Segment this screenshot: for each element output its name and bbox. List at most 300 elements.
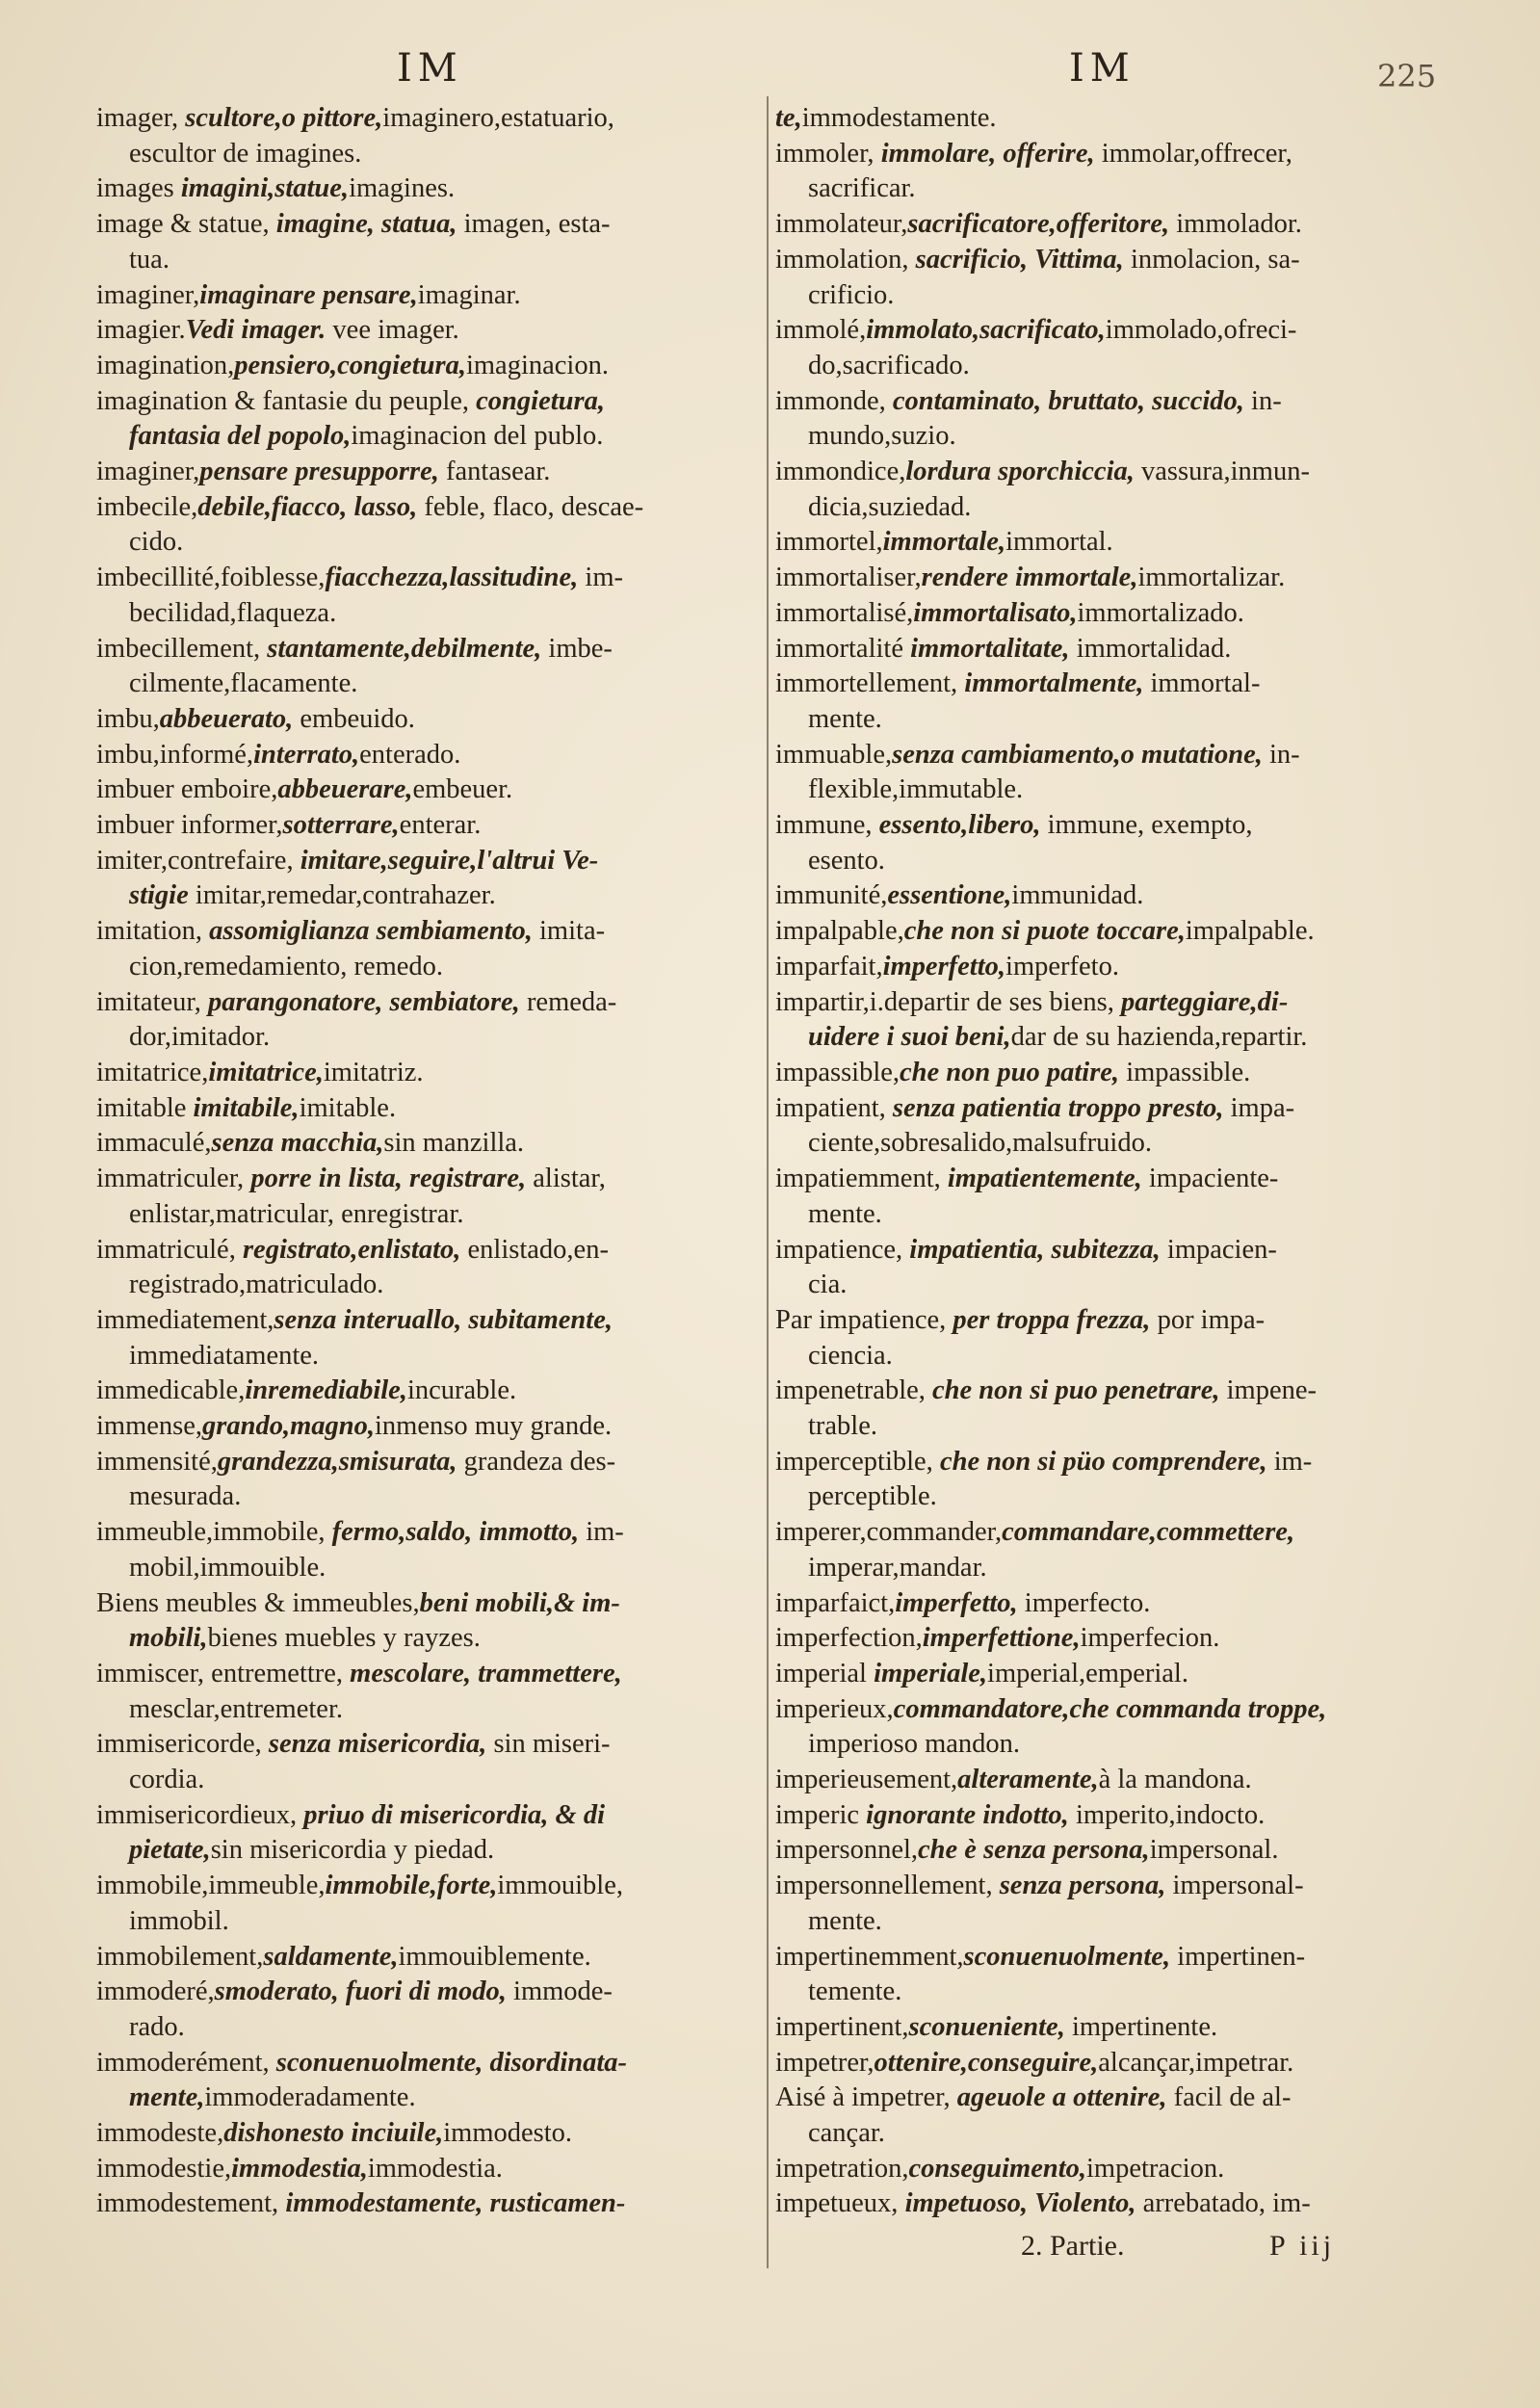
headword: immensité, (96, 1446, 218, 1477)
entry-line (96, 1162, 770, 1197)
spanish-gloss: alcançar,impetrar. (1098, 2047, 1294, 2078)
italian-gloss: Vedi imager. (185, 315, 326, 346)
italian-gloss: ageuole a ottenire, (956, 2082, 1167, 2113)
dictionary-entry (96, 702, 770, 738)
entry-line (775, 207, 1411, 243)
italian-gloss: saldamente, (263, 1941, 399, 1972)
spanish-gloss: esento. (808, 845, 885, 876)
dictionary-entry (96, 455, 770, 490)
headword: impetueux, (775, 2188, 905, 2219)
spanish-gloss: impetracion. (1086, 2153, 1225, 2184)
dictionary-entry (96, 985, 770, 1056)
dictionary-entry (96, 1657, 770, 1727)
dictionary-entry (775, 632, 1411, 667)
spanish-gloss: impertinen- (1170, 1941, 1306, 1972)
headword: immatriculé, (96, 1234, 243, 1265)
dictionary-entry (96, 2152, 770, 2187)
dictionary-entry (96, 349, 770, 384)
headword: immune, (775, 810, 879, 841)
italian-gloss: lordura sporchiccia, (905, 457, 1135, 487)
dictionary-entry (775, 2010, 1411, 2046)
dictionary-entry (775, 596, 1411, 632)
spanish-gloss: cordia. (129, 1765, 205, 1795)
spanish-gloss: impersonal. (1149, 1835, 1279, 1866)
spanish-gloss: inmolacion, sa- (1123, 244, 1300, 275)
entry-line (775, 808, 1411, 844)
spanish-gloss: imperfecto. (1017, 1587, 1151, 1618)
dictionary-entry (775, 2046, 1411, 2081)
entry-line (96, 1515, 770, 1551)
headword: immodestement, (96, 2188, 286, 2219)
spanish-gloss: immodestia. (367, 2153, 503, 2184)
entry-line (775, 101, 1411, 137)
dictionary-entry (96, 1869, 770, 1939)
italian-gloss: stigie (129, 880, 189, 911)
italian-gloss: essento,libero, (878, 810, 1041, 841)
entry-line (96, 1975, 770, 2010)
entry-continuation-line (96, 1904, 770, 1940)
entry-line (775, 313, 1411, 349)
headword: immortalisé, (775, 597, 914, 628)
headword: impertinent, (775, 2011, 909, 2042)
spanish-gloss: alistar, (526, 1164, 606, 1194)
dictionary-entry (775, 1056, 1411, 1091)
spanish-gloss: imagines. (349, 173, 456, 204)
italian-gloss: senza persona, (999, 1871, 1166, 1901)
spanish-gloss: immortalidad. (1069, 633, 1232, 664)
entry-continuation-line (96, 596, 770, 632)
dictionary-entry (775, 1940, 1411, 2010)
entry-continuation-line (775, 349, 1411, 384)
italian-gloss: grando,magno, (202, 1411, 375, 1442)
spanish-gloss: sin manzilla. (383, 1128, 525, 1159)
entry-continuation-line (775, 1126, 1411, 1162)
italian-gloss: immortalmente, (964, 668, 1144, 699)
italian-gloss: sconueniente, (908, 2011, 1065, 2042)
spanish-gloss: dar de su hazienda,repartir. (1010, 1022, 1308, 1053)
entry-line (96, 985, 770, 1021)
spanish-gloss: imperar,mandar. (808, 1552, 987, 1583)
spanish-gloss: por impa- (1150, 1304, 1266, 1335)
spanish-gloss: à la mandona. (1098, 1765, 1252, 1795)
spanish-gloss: enterado. (359, 739, 461, 770)
spanish-gloss: sacrificar. (808, 173, 916, 204)
entry-line (96, 171, 770, 207)
italian-gloss: parteggiare,di- (1120, 986, 1289, 1017)
spanish-gloss: mobil,immouible. (129, 1552, 326, 1583)
headword: imitable (96, 1092, 194, 1123)
entry-line (96, 1445, 770, 1480)
spanish-gloss: cilmente,flacamente. (129, 668, 358, 699)
headword: immense, (96, 1411, 203, 1442)
entry-continuation-line (775, 1339, 1411, 1374)
spanish-gloss: remeda- (519, 986, 617, 1017)
headword: immolateur, (775, 209, 908, 240)
italian-gloss: ignorante indotto, (866, 1799, 1069, 1830)
headword: imbecile, (96, 491, 198, 522)
entry-line (96, 808, 770, 844)
italian-gloss: parangonatore, sembiatore, (208, 986, 520, 1017)
signature-mark: P iij (1269, 2230, 1336, 2262)
italian-gloss: che non si püo comprendere, (939, 1446, 1267, 1477)
italian-gloss: fiacchezza,lassitudine, (325, 563, 579, 593)
dictionary-entry (775, 243, 1411, 313)
spanish-gloss: vassura,inmun- (1134, 457, 1310, 487)
headword: imperceptible, (775, 1446, 940, 1477)
headword: immunité, (775, 880, 888, 911)
spanish-gloss: im- (578, 563, 623, 593)
dictionary-entry (96, 1975, 770, 2045)
italian-gloss: sacrificatore,offeritore, (907, 209, 1170, 240)
dictionary-entry (96, 632, 770, 702)
headword: impersonnel, (775, 1835, 919, 1866)
entry-line (775, 2081, 1411, 2116)
entry-line (96, 101, 770, 137)
entry-line (96, 1798, 770, 1834)
entry-line (775, 243, 1411, 278)
dictionary-entry (775, 1515, 1411, 1585)
headword: immaculé, (96, 1128, 212, 1159)
italian-gloss: porre in lista, registrare, (250, 1164, 527, 1194)
spanish-gloss: imperfecion. (1080, 1623, 1220, 1654)
headword: impertinemment, (775, 1941, 964, 1972)
spanish-gloss: imitable. (299, 1092, 397, 1123)
dictionary-entry (775, 384, 1411, 455)
spanish-gloss: imaginacion del publo. (351, 421, 604, 452)
headword: imperial (775, 1658, 874, 1688)
spanish-gloss: incurable. (406, 1375, 517, 1406)
headword: imiter,contrefaire, (96, 845, 300, 876)
headword: immuable, (775, 739, 893, 770)
dictionary-entry (775, 1692, 1411, 1763)
spanish-gloss: escultor de imagines. (129, 138, 362, 169)
entry-continuation-line (96, 1621, 770, 1657)
italian-gloss: imagine, statua, (275, 209, 457, 240)
entry-line (96, 1056, 770, 1091)
entry-line (96, 738, 770, 773)
dictionary-entry (96, 738, 770, 773)
dictionary-entry (775, 1586, 1411, 1622)
spanish-gloss: impassible. (1119, 1057, 1251, 1087)
entry-line (775, 1374, 1411, 1409)
spanish-gloss: immodestamente. (801, 103, 997, 133)
headword: immediatement, (96, 1304, 274, 1335)
spanish-gloss: embeuido. (293, 703, 415, 734)
entry-continuation-line (96, 1339, 770, 1374)
italian-gloss: abbeuerare, (277, 774, 413, 805)
entry-line (96, 278, 770, 314)
headword: imperieusement, (775, 1765, 958, 1795)
entry-line (775, 1056, 1411, 1091)
spanish-gloss: cido. (129, 527, 184, 558)
italian-gloss: ottenire,conseguire, (874, 2047, 1099, 2078)
headword: imperer,commander, (775, 1517, 1003, 1548)
italian-gloss: imperfetto, (895, 1587, 1018, 1618)
entry-line (775, 2010, 1411, 2046)
entry-line (96, 1409, 770, 1445)
entry-continuation-line (775, 1479, 1411, 1515)
dictionary-entry (96, 1303, 770, 1374)
entry-line (775, 985, 1411, 1021)
spanish-gloss: imperioso mandon. (808, 1729, 1021, 1760)
italian-gloss: conseguimento, (908, 2153, 1086, 2184)
headword: imitatrice, (96, 1057, 209, 1087)
spanish-gloss: cion,remedamiento, remedo. (129, 951, 444, 982)
spanish-gloss: immode- (506, 1976, 613, 2007)
entry-line (775, 596, 1411, 632)
entry-line (775, 2046, 1411, 2081)
dictionary-entry (96, 384, 770, 455)
spanish-gloss: immortalizar. (1137, 563, 1286, 593)
italian-gloss: immortalitate, (910, 633, 1070, 664)
spanish-gloss: immune, exempto, (1040, 810, 1253, 841)
dictionary-entry (96, 772, 770, 808)
spanish-gloss: impersonal- (1165, 1871, 1304, 1901)
headword: image & statue, (96, 209, 276, 240)
entry-line (775, 1869, 1411, 1904)
entry-line (775, 2186, 1411, 2222)
entry-line (96, 1233, 770, 1269)
headword: impetration, (775, 2153, 909, 2184)
italian-gloss: stantamente,debilmente, (267, 633, 542, 664)
italian-gloss: imitare,seguire,l'altrui Ve- (300, 845, 599, 876)
entry-continuation-line (775, 1020, 1411, 1056)
entry-line (775, 455, 1411, 490)
entry-continuation-line (775, 844, 1411, 879)
entry-line (775, 1586, 1411, 1622)
entry-line (775, 561, 1411, 596)
dictionary-entry (96, 101, 770, 171)
dictionary-entry (775, 738, 1411, 808)
spanish-gloss: ciencia. (808, 1340, 893, 1371)
dictionary-entry (96, 1374, 770, 1409)
italian-gloss: priuo di misericordia, & di (303, 1799, 606, 1830)
dictionary-entry (775, 313, 1411, 383)
spanish-gloss: imaginacion. (465, 350, 609, 380)
italian-gloss: imperfettione, (922, 1623, 1081, 1654)
entry-line (96, 1586, 770, 1622)
right-column (775, 101, 1411, 2222)
headword: immiscer, entremettre, (96, 1658, 351, 1688)
part-label: 2. Partie. (1021, 2230, 1125, 2262)
italian-gloss: impetuoso, Violento, (904, 2188, 1136, 2219)
entry-line (96, 1869, 770, 1904)
dictionary-entry (775, 101, 1411, 137)
headword: impetrer, (775, 2047, 874, 2078)
italian-gloss: imagini,statue, (180, 173, 350, 204)
entry-line (96, 702, 770, 738)
dictionary-entry (775, 2152, 1411, 2187)
headword: immonde, (775, 385, 893, 416)
headword: immisericordieux, (96, 1799, 304, 1830)
entry-continuation-line (96, 878, 770, 914)
italian-gloss: immodestamente, rusticamen- (285, 2188, 626, 2219)
italian-gloss: imperiale, (874, 1658, 988, 1688)
entry-continuation-line (775, 1975, 1411, 2010)
entry-continuation-line (96, 243, 770, 278)
dictionary-entry (775, 1657, 1411, 1692)
headword: impartir,i.departir de ses biens, (775, 986, 1121, 1017)
entry-line (775, 1515, 1411, 1551)
headword: immodeste, (96, 2118, 224, 2149)
dictionary-entry (775, 1445, 1411, 1515)
headword: imaginer, (96, 457, 200, 487)
entry-continuation-line (96, 1833, 770, 1869)
entry-continuation-line (775, 1268, 1411, 1303)
entry-continuation-line (96, 137, 770, 172)
headword: immobile,immeuble, (96, 1871, 326, 1901)
dictionary-entry (96, 207, 770, 277)
italian-gloss: imperfetto, (882, 951, 1006, 982)
headword: imperic (775, 1799, 867, 1830)
headword: impatiemment, (775, 1164, 948, 1194)
entry-continuation-line (96, 950, 770, 985)
headword: immobilement, (96, 1941, 264, 1972)
headword: imbu, (96, 703, 160, 734)
italian-gloss: pensiero,congietura, (234, 350, 466, 380)
entry-line (775, 1940, 1411, 1976)
headword: impersonnellement, (775, 1871, 1000, 1901)
entry-continuation-line (775, 1197, 1411, 1233)
italian-gloss: immolato,sacrificato, (866, 315, 1106, 346)
dictionary-entry (96, 1409, 770, 1445)
headword: immortel, (775, 527, 883, 558)
spanish-gloss: impalpable. (1185, 916, 1315, 947)
italian-gloss: uidere i suoi beni, (808, 1022, 1011, 1053)
spanish-gloss: in- (1243, 385, 1282, 416)
dictionary-entry (775, 1162, 1411, 1232)
dictionary-entry (775, 1869, 1411, 1939)
italian-gloss: impatientemente, (947, 1164, 1142, 1194)
dictionary-entry (96, 171, 770, 207)
entry-line (775, 1833, 1411, 1869)
italian-gloss: senza misericordia, (268, 1729, 487, 1760)
entry-line (775, 950, 1411, 985)
dictionary-entry (775, 1798, 1411, 1834)
dictionary-entry (775, 1621, 1411, 1657)
dictionary-entry (775, 561, 1411, 596)
headword: immoderément, (96, 2047, 276, 2078)
entry-line (775, 1798, 1411, 1834)
spanish-gloss: mesurada. (129, 1481, 242, 1512)
italian-gloss: debile,fiacco, lasso, (197, 491, 418, 522)
spanish-gloss: vee imager. (326, 315, 459, 346)
spanish-gloss: rado. (129, 2011, 185, 2042)
spanish-gloss: in- (1262, 739, 1300, 770)
headword: immatriculer, (96, 1164, 251, 1194)
dictionary-entry (96, 1162, 770, 1232)
spanish-gloss: mundo,suzio. (808, 421, 956, 452)
entry-line (96, 2186, 770, 2222)
headword: impatient, (775, 1092, 893, 1123)
headword: immeuble,immobile, (96, 1517, 332, 1548)
entry-line (775, 1621, 1411, 1657)
entry-line (775, 914, 1411, 950)
entry-line (775, 384, 1411, 420)
spanish-gloss: enterar. (399, 810, 482, 841)
headword: impenetrable, (775, 1375, 933, 1406)
dictionary-entry (775, 2081, 1411, 2151)
spanish-gloss: impa- (1223, 1092, 1295, 1123)
italian-gloss: te, (775, 103, 802, 133)
spanish-gloss: imita- (532, 916, 606, 947)
spanish-gloss: immoderadamente. (204, 2082, 416, 2113)
spanish-gloss: do,sacrificado. (808, 350, 970, 380)
headword: imbuer informer, (96, 810, 283, 841)
dictionary-entry (96, 1126, 770, 1162)
entry-continuation-line (96, 2081, 770, 2116)
italian-gloss: congietura, (476, 385, 605, 416)
spanish-gloss: imperial,emperial. (987, 1658, 1188, 1688)
italian-gloss: che non puo patire, (900, 1057, 1120, 1087)
dictionary-entry (96, 1727, 770, 1797)
dictionary-entry (775, 1303, 1411, 1374)
spanish-gloss: imitatriz. (323, 1057, 424, 1087)
entry-line (775, 2152, 1411, 2187)
spanish-gloss: enlistar,matricular, enregistrar. (129, 1198, 464, 1229)
spanish-gloss: imbe- (541, 633, 613, 664)
spanish-gloss: registrado,matriculado. (129, 1269, 384, 1300)
entry-continuation-line (775, 1727, 1411, 1763)
entry-continuation-line (775, 171, 1411, 207)
italian-gloss: mente, (129, 2082, 205, 2113)
dictionary-entry (775, 137, 1411, 207)
spanish-gloss: flexible,immutable. (808, 774, 1024, 805)
entry-line (96, 1940, 770, 1976)
dictionary-entry (96, 1056, 770, 1091)
dictionary-entry (775, 1233, 1411, 1303)
italian-gloss: immortalisato, (913, 597, 1078, 628)
spanish-gloss: impacien- (1160, 1234, 1277, 1265)
spanish-gloss: imaginero,estatuario, (382, 103, 614, 133)
entry-line (96, 2046, 770, 2081)
italian-gloss: per troppa frezza, (953, 1304, 1151, 1335)
headword: imagier. (96, 315, 186, 346)
headword: impassible, (775, 1057, 901, 1087)
spanish-gloss: bienes muebles y rayzes. (207, 1623, 481, 1654)
page-number: 225 (1377, 58, 1437, 94)
dictionary-entry (775, 455, 1411, 525)
dictionary-entry (775, 2186, 1411, 2222)
italian-gloss: sconuenuolmente, disordinata- (275, 2047, 628, 2078)
spanish-gloss: imagen, esta- (457, 209, 611, 240)
entry-line (96, 384, 770, 420)
headword: imager, (96, 103, 186, 133)
spanish-gloss: mente. (808, 703, 882, 734)
headword: immedicable, (96, 1375, 246, 1406)
entry-line (96, 632, 770, 667)
entry-line (96, 313, 770, 349)
entry-continuation-line (96, 1763, 770, 1798)
spanish-gloss: immolado,ofreci- (1105, 315, 1297, 346)
headword: imbuer emboire, (96, 774, 278, 805)
dictionary-entry (96, 1586, 770, 1657)
dictionary-entry (96, 1091, 770, 1127)
spanish-gloss: grandeza des- (457, 1446, 616, 1477)
italian-gloss: rendere immortale, (921, 563, 1138, 593)
italian-gloss: pietate, (129, 1835, 211, 1866)
italian-gloss: inremediabile, (245, 1375, 407, 1406)
headword: imperieux, (775, 1693, 894, 1724)
entry-line (775, 1162, 1411, 1197)
entry-line (775, 1091, 1411, 1127)
running-head-right: IM (1069, 46, 1135, 91)
dictionary-entry (96, 1445, 770, 1515)
entry-continuation-line (96, 525, 770, 561)
headword: imagination, (96, 350, 235, 380)
entry-continuation-line (775, 490, 1411, 526)
spanish-gloss: fantasear. (438, 457, 551, 487)
